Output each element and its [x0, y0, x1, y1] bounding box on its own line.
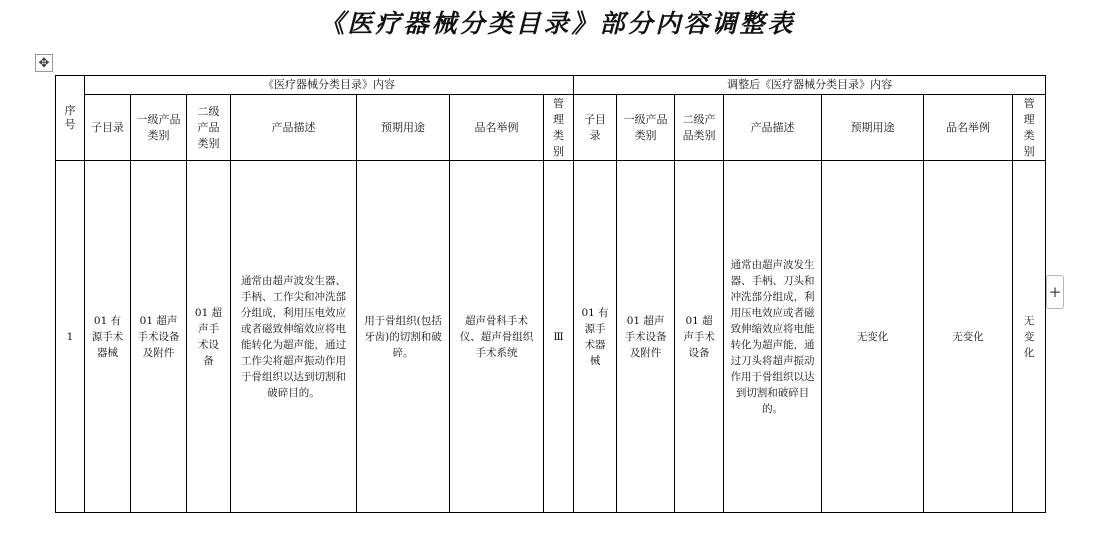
- header-original-level2[interactable]: 二级产品类别: [187, 95, 231, 161]
- header-adjusted-description[interactable]: 产品描述: [724, 95, 822, 161]
- header-adjusted-management-class[interactable]: 管理类别: [1013, 95, 1046, 161]
- column-header-row: [56, 95, 1046, 161]
- original-description-cell[interactable]: 通常由超声波发生器、手柄、工作尖和冲洗部分组成，利用压电效应或者磁致伸缩效应将电能转化为超声能，通过工作尖将超声振动作用于骨组织以达到切割和破碎目的。: [231, 161, 357, 513]
- table-row: [56, 161, 1046, 513]
- original-level2-cell[interactable]: 01 超声手术设备: [187, 161, 231, 513]
- original-subcatalog-cell[interactable]: 01 有源手术器械: [85, 161, 131, 513]
- header-adjusted-examples[interactable]: 品名举例: [924, 95, 1013, 161]
- header-adjusted-level2[interactable]: 二级产品类别: [675, 95, 724, 161]
- original-examples-cell[interactable]: 超声骨科手术仪、超声骨组织手术系统: [450, 161, 544, 513]
- adjusted-management-class-cell[interactable]: 无变化: [1013, 161, 1046, 513]
- original-level1-cell[interactable]: 01 超声手术设备及附件: [131, 161, 187, 513]
- adjusted-intended-use-cell[interactable]: 无变化: [822, 161, 924, 513]
- original-management-class-cell[interactable]: Ⅲ: [544, 161, 574, 513]
- header-original-subcatalog[interactable]: 子目录: [85, 95, 131, 161]
- adjustment-table: [55, 75, 1046, 513]
- adjusted-description-cell[interactable]: 通常由超声波发生器、手柄、刀头和冲洗部分组成，利用压电效应或者磁致伸缩效应将电能转化为超声能，通过刀头将超声振动作用于骨组织以达到切割和破碎目的。: [724, 161, 822, 513]
- adjusted-level1-cell[interactable]: 01 超声手术设备及附件: [617, 161, 675, 513]
- row-seq-cell[interactable]: 1: [56, 161, 85, 513]
- adjusted-subcatalog-cell[interactable]: 01 有源手术器械: [574, 161, 617, 513]
- adjusted-level2-cell[interactable]: 01 超声手术设备: [675, 161, 724, 513]
- header-original-description[interactable]: 产品描述: [231, 95, 357, 161]
- adjusted-examples-cell[interactable]: 无变化: [924, 161, 1013, 513]
- group-header-row: [56, 76, 1046, 95]
- group-original-header[interactable]: 《医疗器械分类目录》内容: [85, 76, 574, 95]
- original-intended-use-cell[interactable]: 用于骨组织(包括牙齿)的切割和破碎。: [357, 161, 450, 513]
- header-original-examples[interactable]: 品名举例: [450, 95, 544, 161]
- header-adjusted-level1[interactable]: 一级产品类别: [617, 95, 675, 161]
- header-original-intended-use[interactable]: 预期用途: [357, 95, 450, 161]
- group-adjusted-header[interactable]: 调整后《医疗器械分类目录》内容: [574, 76, 1046, 95]
- move-table-icon[interactable]: ✥: [35, 54, 53, 72]
- header-adjusted-subcatalog[interactable]: 子目录: [574, 95, 617, 161]
- header-original-management-class[interactable]: 管理类别: [544, 95, 574, 161]
- page-title: 《医疗器械分类目录》部分内容调整表: [319, 9, 796, 38]
- seq-header-cell[interactable]: 序号: [56, 76, 85, 161]
- header-adjusted-intended-use[interactable]: 预期用途: [822, 95, 924, 161]
- header-original-level1[interactable]: 一级产品类别: [131, 95, 187, 161]
- add-column-button[interactable]: +: [1046, 275, 1064, 309]
